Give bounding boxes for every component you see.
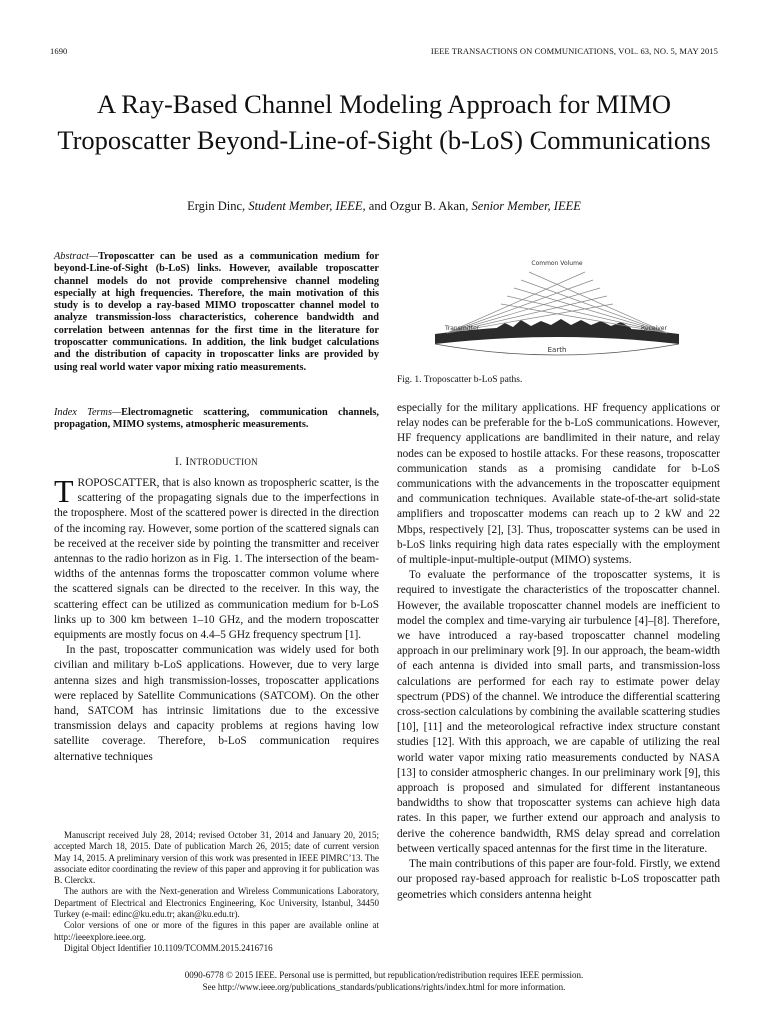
smallcaps-lead: ROPOSCATTER [77,477,157,489]
journal-header: IEEE TRANSACTIONS ON COMMUNICATIONS, VOL. 63, NO. 5, MAY 2015 [430,46,718,56]
paragraph: The main contributions of this paper are four-fold. Firstly, we extend our proposed ray-based approach for realistic b-LoS troposcatter path geometries which considers antenna height [397,858,720,901]
copyright-line-2: See http://www.ieee.org/publications_standards/publications/rights/index.html for more information. [202,982,566,992]
figure-troposcatter-diagram [395,250,720,385]
index-terms-text: Electromagnetic scattering, communication channels, propagation, MIMO systems, atmospheric measurements. [54,407,379,431]
section-title-rest: NTRODUCTION [189,457,258,467]
footnote: Digital Object Identifier 10.1109/TCOMM.2015.2416716 [64,942,273,953]
paragraph: especially for the military applications. HF frequency applications or relay nodes can be preferable for the b-LoS communications. However, HF frequency applications are bandlimited in their nature, and relay nodes can be exposed to hostile attacks. For these reasons, troposcatter communication stands as a promising candidate for b-LoS communications with the advancements in the troposcatter equipment and communication techniques. Available state-of-the-art solid-state amplifiers and troposcatter modems can reach up to 2 kW and 22 Mbps, respectively [2], [3]. Thus, troposcatter systems can be used in b-LoS links requiring high data rates especially with the employment of multiple-input-multiple-output (MIMO) systems. [397,402,720,567]
section-number: I. [175,456,183,468]
footnote: Color versions of one or more of the figures in this paper are available online at http://ieeexplore.ieee.org. [54,920,379,942]
author-line [50,199,718,214]
author-2-role: Senior Member, IEEE [471,199,581,213]
drop-cap: T [54,473,74,509]
footnotes [54,830,379,954]
label-transmitter: Transmitter [445,325,480,332]
section-title-first: I [185,456,190,468]
copyright-notice [50,969,718,993]
figure-caption: Fig. 1. Troposcatter b-LoS paths. [397,375,523,385]
label-earth: Earth [547,346,567,354]
right-column-body [397,401,720,903]
left-column-body [54,473,379,765]
abstract-text: Troposcatter can be used as a communication medium for beyond-Line-of-Sight (b-LoS) links. However, available troposcatter channel models do not provide comprehensive channel modeling especially at high frequencies. Therefore, the main motivation of this study is to develop a ray-based MIMO troposcatter channel model to analyze transmission-loss characteristics, coherence bandwidth and correlation between antennas for the first time in the literature for troposcatter communications. In addition, the link budget calculations and the distribution of capacity in troposcatter links are provided by using real world water vapor mixing ratio measurements. [54,251,379,373]
footnote: The authors are with the Next-generation and Wireless Communications Laboratory, Department of Electrical and Electronics Engineering, Koc University, Istanbul, 34450 Turkey (e-mail: edinc@ku.edu.tr; akan@ku.edu.tr). [54,886,379,920]
label-common-volume: Common Volume [531,260,583,267]
page-number: 1690 [50,46,68,56]
paragraph-text: , that is also known as tropospheric scatter, is the scattering of the propagating signals due to the imperfections in the troposphere. Most of the scattered power is directed in the direction of the incoming ray. However, some portion of the scattered signals can be received at the receiver side by pointing the transmitter and receiver antennas to the radio horizon as in Fig. 1. The intersection of the beam-widths of the antennas forms the troposcatter common volume where the scattered signals can be directed to the receiver. In this way, the scattering effect can be utilized as communication medium for b-LoS links up to 300 km between 1–10 GHz, and the modern troposcatter equipments are mostly focus on 4.4–5 GHz frequency spectrum [1]. [54,477,379,642]
author-join: and Ozgur B. Akan, [368,199,469,213]
footnote: Manuscript received July 28, 2014; revised October 31, 2014 and January 20, 2015; accepted March 18, 2015. Date of publication March 26, 2015; date of current version May 14, 2015. A preliminary version of this work was presented in IEEE PIMRC’13. The associate editor coordinating the review of this paper and approving it for publication was B. Clerckx. [54,830,379,886]
copyright-line-1: 0090-6778 © 2015 IEEE. Personal use is permitted, but republication/redistribution requires IEEE permission. [184,970,584,980]
label-receiver: Receiver [641,325,667,332]
index-terms [54,407,379,432]
author-1-role: Student Member, IEEE, [248,199,366,213]
paragraph: To evaluate the performance of the troposcatter systems, it is required to investigate the characteristics of the troposcatter channel. However, the available troposcatter channel models are inefficient to model the complex and time-varying air turbulence [4]–[8]. Therefore, we have introduced a ray-based troposcatter channel modeling approach in our preliminary work [9]. In our approach, the beam-width of each antenna is divided into small parts, and transmission-loss calculations are performed for each ray to estimate power delay spectrum (PDS) of the channel. We introduce the differential scattering cross-section calculations by combining the available scattering studies [10], [11] and the meteorological refractive index structure constant studies [12]. With this approach, we are capable of utilizing the real world water vapor mixing ratio measurements conducted by NASA [13] to consider atmospheric changes. In our preliminary work [9], this approach is proposed and simulated for different instantaneous bandwidths to show that troposcatter systems can achieve high data rates. In this paper, we further extend our approach and analysis to derive the coherence bandwidth, RMS delay spread and correlation between vertically spaced antennas for the first time in the literature. [397,569,720,855]
index-terms-label: Index Terms— [54,407,122,418]
abstract-label: Abstract— [54,251,99,262]
paragraph [54,473,379,643]
abstract [54,251,379,374]
paper-title: A Ray-Based Channel Modeling Approach for MIMO Troposcatter Beyond-Line-of-Sight (b-LoS) Communications [57,89,711,155]
paragraph: In the past, troposcatter communication was widely used for both civilian and military b-LoS applications. However, due to very large antenna sizes and high transmission-losses, troposcatter applications were replaced by Satellite Communications (SATCOM). On the other hand, SATCOM has intrinsic limitations due to the excessive transmission delays and capacity problems at regions having low satellite coverage. Therefore, b-LoS communication requires alternative techniques [54,644,379,763]
author-1: Ergin Dinc, [187,199,246,213]
section-heading-introduction [54,456,379,468]
